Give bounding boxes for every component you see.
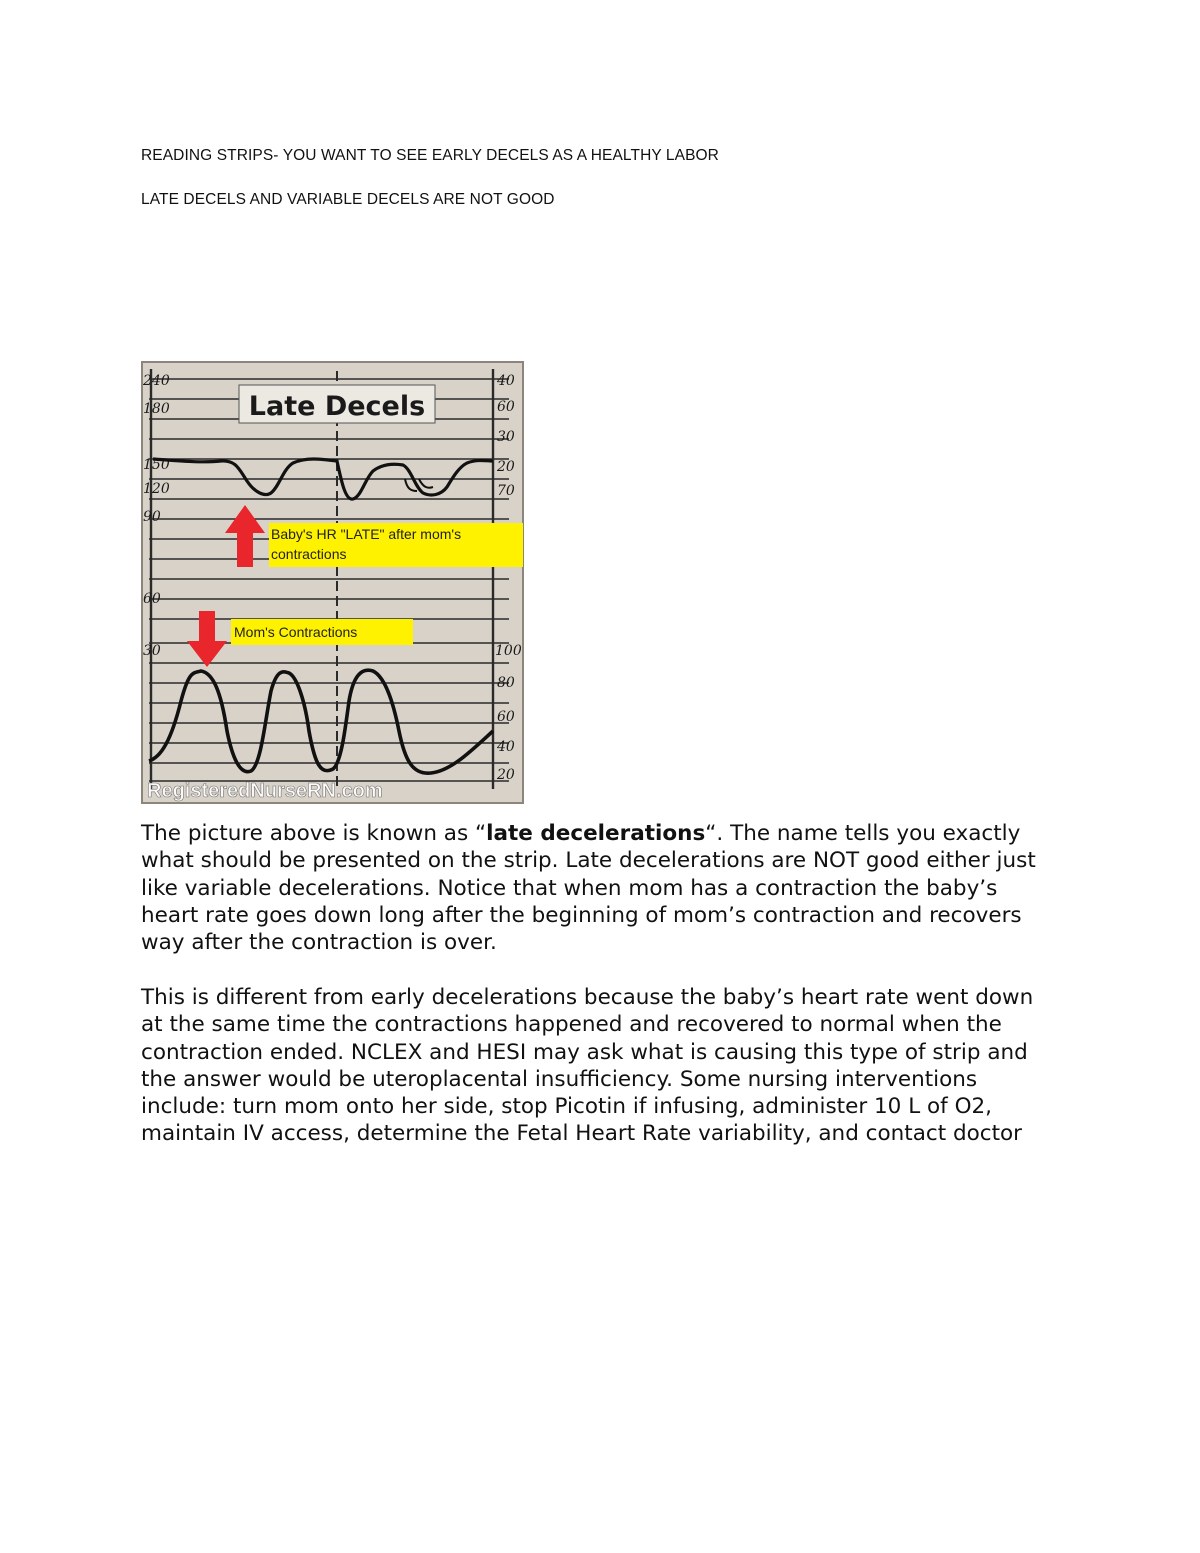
svg-text:120: 120 (143, 481, 170, 497)
svg-text:60: 60 (497, 399, 515, 415)
heading-line-2: LATE DECELS AND VARIABLE DECELS ARE NOT GOOD (141, 191, 555, 208)
svg-text:100: 100 (495, 643, 522, 659)
svg-text:240: 240 (143, 373, 170, 389)
late-decels-figure (141, 361, 524, 804)
svg-text:60: 60 (143, 591, 161, 607)
contractions-callout-text: Mom's Contractions (234, 624, 358, 640)
paragraph-2: This is different from early decelerations because the baby’s heart rate went down at the same time the contractions happened and recovered to normal when the contraction ended. NCLEX and HESI may ask what is causing this type of strip and the answer would be uteroplacental insufficiency. Some nursing interventions include: turn mom onto her side, stop Picotin if infusing, administer 10 L of O2, maintain IV access, determine the Fetal Heart Rate variability, and contact doctor (141, 985, 1034, 1147)
figure-title: Late Decels (248, 391, 426, 422)
svg-text:150: 150 (143, 457, 170, 473)
hr-callout-text: Baby's HR "LATE" after mom's contractions (271, 526, 462, 562)
strip-paper (141, 361, 524, 804)
svg-text:180: 180 (143, 401, 170, 417)
svg-text:30: 30 (143, 643, 161, 659)
svg-text:20: 20 (497, 459, 515, 475)
svg-text:30: 30 (497, 429, 515, 445)
paragraph-1-before: The picture above is known as “ (141, 821, 487, 846)
svg-text:70: 70 (497, 483, 515, 499)
svg-text:40: 40 (497, 739, 515, 755)
watermark: RegisteredNurseRN.com (147, 780, 383, 802)
svg-text:60: 60 (497, 709, 515, 725)
svg-text:90: 90 (143, 509, 161, 525)
heading-line-1: READING STRIPS- YOU WANT TO SEE EARLY DECELS AS A HEALTHY LABOR (141, 147, 719, 164)
svg-text:40: 40 (497, 373, 515, 389)
svg-text:20: 20 (497, 767, 515, 783)
paragraph-1-after: “. The name tells you exactly what should be presented on the strip. Late decelerations are NOT good either just like variable decelerations. Notice that when mom has a contraction the baby’s heart rate goes down long after the beginning of mom’s contraction and recovers way after the contraction is over. (141, 821, 1036, 956)
svg-text:80: 80 (497, 675, 515, 691)
paragraph-1 (141, 820, 1061, 956)
paragraph-1-bold: late decelerations (486, 821, 706, 846)
